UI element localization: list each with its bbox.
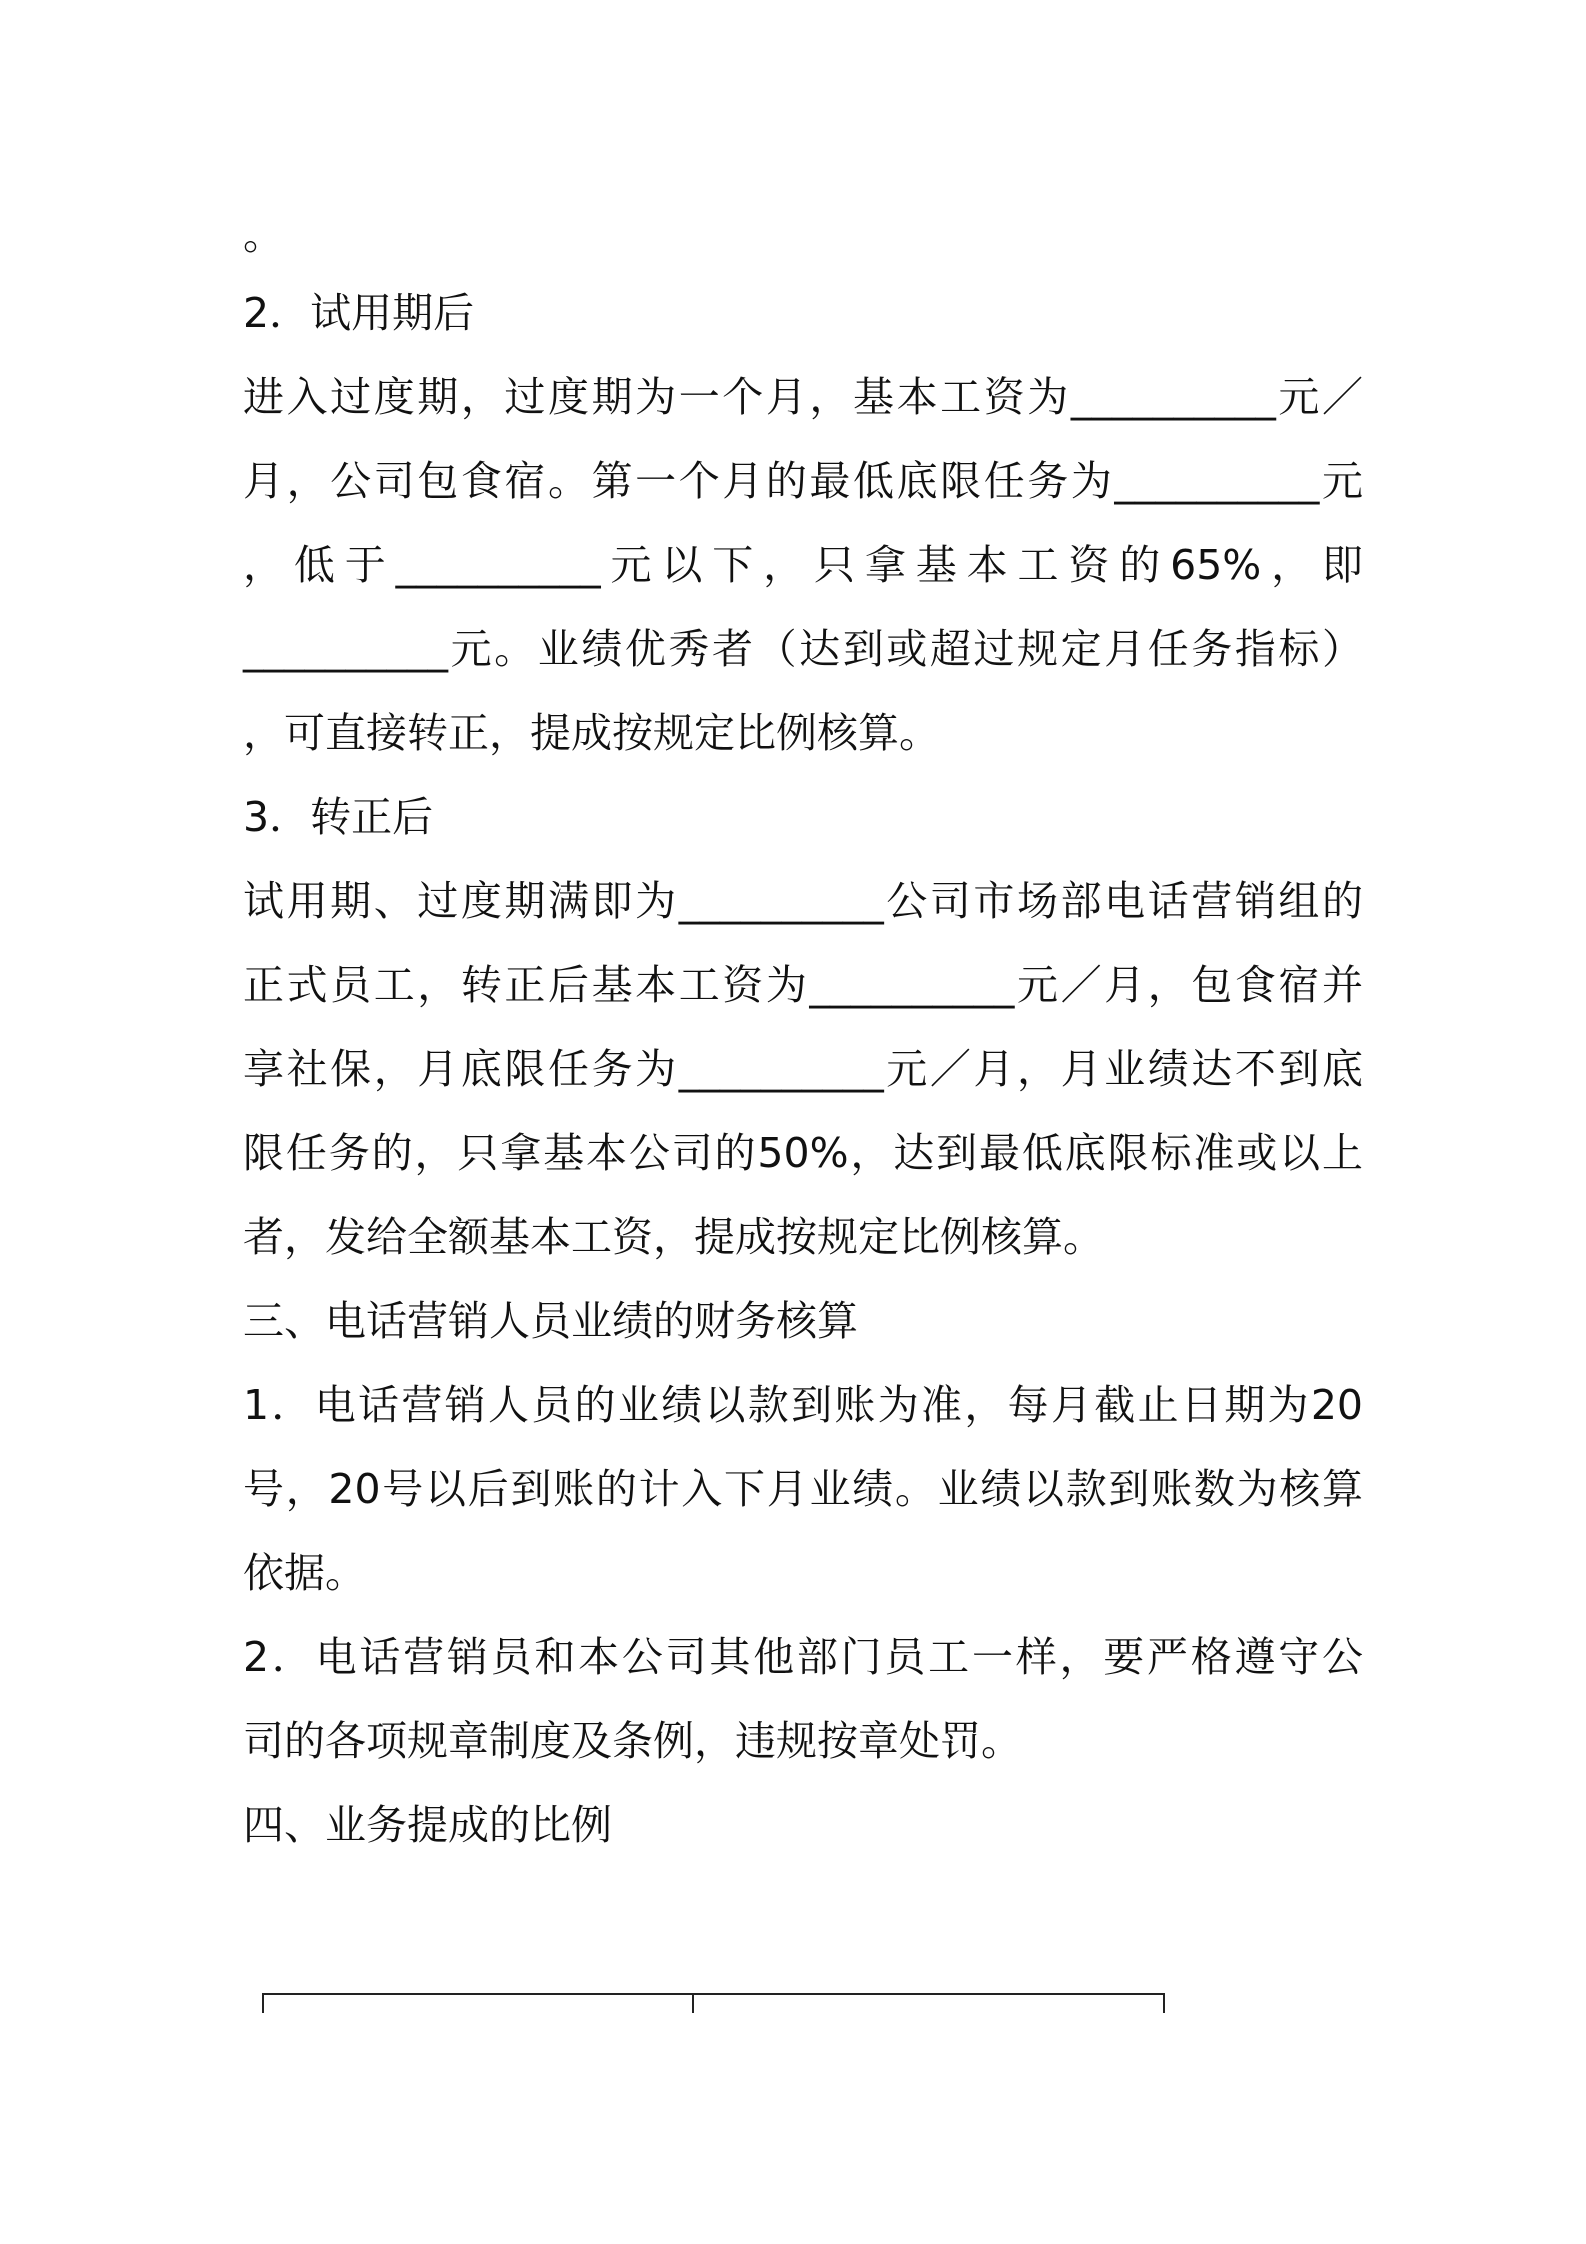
text-line: ，低于__________元以下，只拿基本工资的65%，即 — [243, 541, 1363, 589]
text-line: 正式员工，转正后基本工资为__________元／月，包食宿并 — [243, 961, 1363, 1009]
text-line: __________元。业绩优秀者（达到或超过规定月任务指标） — [243, 625, 1363, 673]
text-line: 试用期、过度期满即为__________公司市场部电话营销组的 — [243, 877, 1363, 925]
text-line: 依据。 — [243, 1549, 366, 1597]
text-line: 享社保，月底限任务为__________元／月，月业绩达不到底 — [243, 1045, 1363, 1093]
text-line: 进入过度期，过度期为一个月，基本工资为__________元／ — [243, 373, 1363, 421]
text-line: 。 — [243, 211, 284, 259]
table-top-rule — [262, 1993, 1165, 1995]
section-heading: 3．转正后 — [243, 793, 434, 841]
text-line: 1．电话营销人员的业绩以款到账为准，每月截止日期为20 — [243, 1381, 1363, 1429]
section-heading: 四、业务提成的比例 — [243, 1801, 612, 1849]
text-line: ，可直接转正，提成按规定比例核算。 — [243, 709, 940, 757]
text-line: 2．电话营销员和本公司其他部门员工一样，要严格遵守公 — [243, 1633, 1363, 1681]
text-line: 者，发给全额基本工资，提成按规定比例核算。 — [243, 1213, 1104, 1261]
table-left-edge — [262, 1993, 264, 2013]
section-heading: 三、电话营销人员业绩的财务核算 — [243, 1297, 858, 1345]
table-top-border — [262, 1993, 1165, 2013]
text-line: 限任务的，只拿基本公司的50%，达到最低底限标准或以上 — [243, 1129, 1363, 1177]
text-line: 号，20号以后到账的计入下月业绩。业绩以款到账数为核算 — [243, 1465, 1363, 1513]
text-line: 月，公司包食宿。第一个月的最低底限任务为__________元 — [243, 457, 1363, 505]
table-column-divider — [692, 1993, 694, 2013]
table-right-edge — [1163, 1993, 1165, 2013]
section-heading: 2．试用期后 — [243, 289, 475, 337]
text-line: 司的各项规章制度及条例，违规按章处罚。 — [243, 1717, 1022, 1765]
